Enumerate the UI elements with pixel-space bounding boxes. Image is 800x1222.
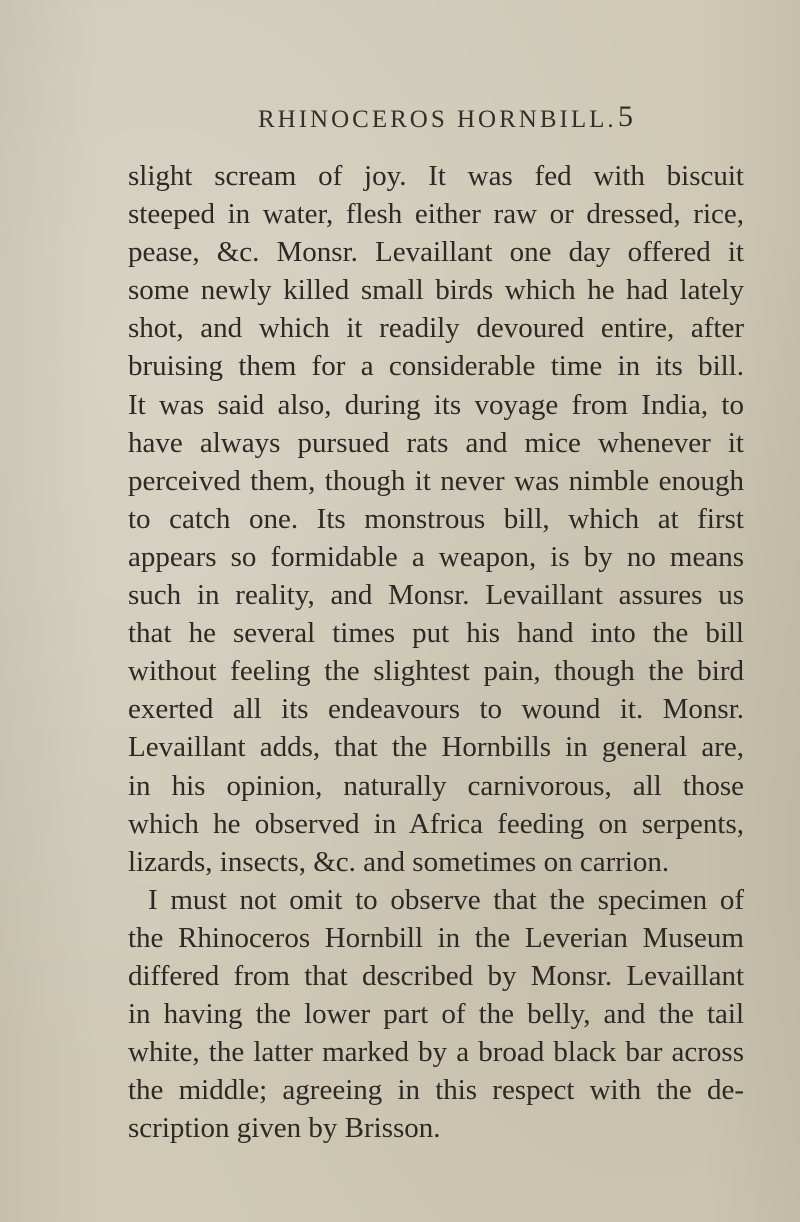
text-line: in having the lower part of the belly, and the tail [128,998,744,1031]
text-line: white, the latter marked by a broad black bar across [128,1036,744,1069]
text-line: Levaillant adds, that the Hornbills in general are, [128,731,744,764]
text-line: the middle; agreeing in this respect with the de- [128,1074,744,1107]
text-line: slight scream of joy. It was fed with biscuit [128,160,744,192]
text-line: in his opinion, naturally carnivorous, all those [128,769,744,802]
text-line: have always pursued rats and mice whenever it [128,426,744,459]
text-line: lizards, insects, &c. and sometimes on carrion. [128,845,670,878]
text-line: some newly killed small birds which he had lately [128,274,744,307]
text-line: exerted all its endeavours to wound it. Monsr. [128,693,744,726]
text-line: the Rhinoceros Hornbill in the Leverian Museum [128,921,744,954]
text-line: shot, and which it readily devoured entire, after [128,312,744,345]
text-line: which he observed in Africa feeding on serpents, [128,807,744,840]
text-line: scription given by Brisson. [128,1112,441,1145]
text-line: It was said also, during its voyage from India, to [128,388,744,421]
text-line: to catch one. Its monstrous bill, which at first [128,502,744,535]
text-line: perceived them, though it never was nimble enough [128,464,744,497]
page-number: 5 [618,100,633,133]
text-line: differed from that described by Monsr. Levaillant [128,959,744,992]
text-line: that he several times put his hand into the bill [128,617,744,650]
text-line: appears so formidable a weapon, is by no means [128,540,744,573]
text-line: without feeling the slightest pain, though the bird [128,655,744,688]
text-line: pease, &c. Monsr. Levaillant one day offered it [128,236,744,269]
running-head: RHINOCEROS HORNBILL. [258,106,617,133]
text-line: steeped in water, flesh either raw or dressed, rice, [128,198,744,231]
body-text [128,157,744,1147]
text-line: bruising them for a considerable time in its bill. [128,350,744,383]
text-line: such in reality, and Monsr. Levaillant assures us [128,579,744,612]
paragraph-first-line: I must not omit to observe that the specimen of [148,883,744,916]
